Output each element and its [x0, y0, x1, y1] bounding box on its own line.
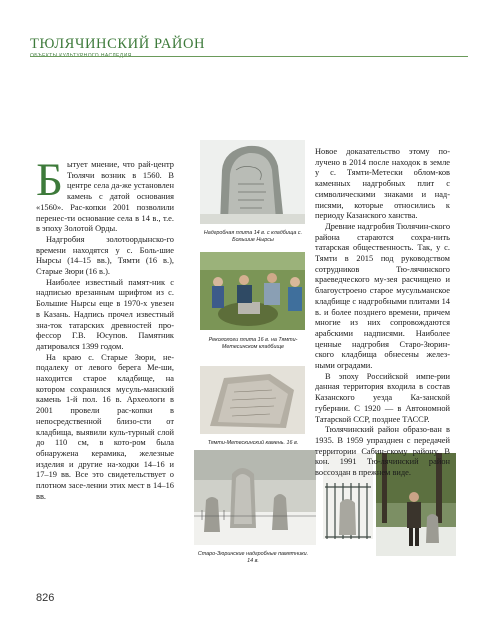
- photo-tyamti-meteski-stone: [200, 366, 305, 434]
- gravestone-photo-1-image: [200, 140, 305, 224]
- right-paragraph-2: Древние надгробия Тюлячин-ского района стараются сохра-нить татарская общественность. Так, у с. Тямти в 2015 под руководством сотрудников Тю-лячинского краеведческого му-зея расчищено и благоустроено старое мусульманское кладбище с надгробными плитами 14 в. и более позднего времени, причем многие из них сопровождаются арабскими надписями. Наиболее ценные надгробия Старо-Зюрин-ского кладбища обнесены желез-ными оградами.: [315, 221, 451, 371]
- left-paragraph-1: [36, 154, 174, 235]
- left-text-column: [36, 154, 174, 503]
- right-paragraph-4: Тюлячинский район образо-ван в 1935. В 1959 упразднен с передачей территории Сабин-скому району. В кон. 1991 Тю-лячинский район воссоздан в прежнем виде.: [315, 425, 450, 478]
- left-paragraph-4: На краю с. Старые Зюри, не-подалеку от левого берега Ме-ши, находится старое кладбище, на котором сохранился мусуль-манский камень 1-й пол. 16 в. Археологи в 2001 провели рас-копки в непосредственной близо-сти от кладбища, выявили куль-турный слой до 110 см, в кото-ром была обнаружена керамика, железные изделия и другие на-ходки 14–16 и 17–19 вв. Все это свидетельствует о плотном засе-лении этих мест в 14–16 вв.: [36, 352, 174, 501]
- left-paragraph-2: Надгробия золотоордынско-го времени находятся у с. Боль-шие Нырсы (14–15 вв.), Тямти (16 в.), Старые Зюри (16 в.).: [36, 234, 174, 277]
- page-number: 826: [36, 592, 55, 604]
- caption-photo-4: Старо-Зюринские надгробные памятники. 14 в.: [197, 551, 309, 564]
- running-header: [30, 36, 470, 59]
- photo-gravestone-bolshie-nyrsy: [200, 140, 305, 224]
- section-title: ТЮЛЯЧИНСКИЙ РАЙОН: [30, 36, 206, 52]
- section-subtitle: ОБЪЕКТЫ КУЛЬТУРНОГО НАСЛЕДИЯ: [30, 53, 132, 59]
- right-paragraph-1: Новое доказательство этому по-лучено в 2014 после находок в земле у с. Тямти-Метески облом-ков каменных надгробных плит с символическими знаками и над-писями, которые относились к периоду Казанского ханства.: [315, 147, 450, 221]
- stone-photo-image: [200, 366, 305, 434]
- left-paragraph-3: Наиболее известный памят-ник с надписью врезанным шрифтом из с. Большие Нырсы еще в 1970-х увезен в Казань. Надпись прочел известный зна-ток татарских древностей про-фессор Г.В. Юсупов. Памятник датировался 1399 годом.: [36, 277, 174, 351]
- archaeologists-photo-image: [200, 252, 305, 330]
- caption-photo-1: Надгробная плита 14 в. с кладбища с. Большие Нырсы: [203, 230, 303, 243]
- drop-cap: Б: [36, 154, 63, 206]
- photo-archaeologists-tyamti: [200, 252, 305, 330]
- photo-staro-zyuri-monuments: [194, 450, 316, 545]
- caption-photo-2: Реколологи плита 16 в. на Тямти-Метесинском кладбище: [208, 337, 298, 350]
- cemetery-photo-1-image: [194, 450, 316, 545]
- left-paragraph-1-text: ытует мнение, что рай-центр Тюлячи возник в 1560. В центре села да-же установлен камень с датой основания «1560». Рас-копки 2001 позволили перенес-ти основание села в 14 в., т.е. в эпоху Золотой Орды.: [36, 160, 174, 234]
- header-divider: [30, 56, 468, 57]
- right-paragraph-3: В эпоху Российской импе-рии данная территория входила в состав Казанского уезда Ка-занской губернии. С 1920 — в Автономной Татарской ССР, позднее ТАССР.: [315, 371, 450, 424]
- right-text-column: [315, 147, 450, 479]
- caption-photo-3: Тямти-Метескинский камень. 16 в.: [207, 440, 299, 446]
